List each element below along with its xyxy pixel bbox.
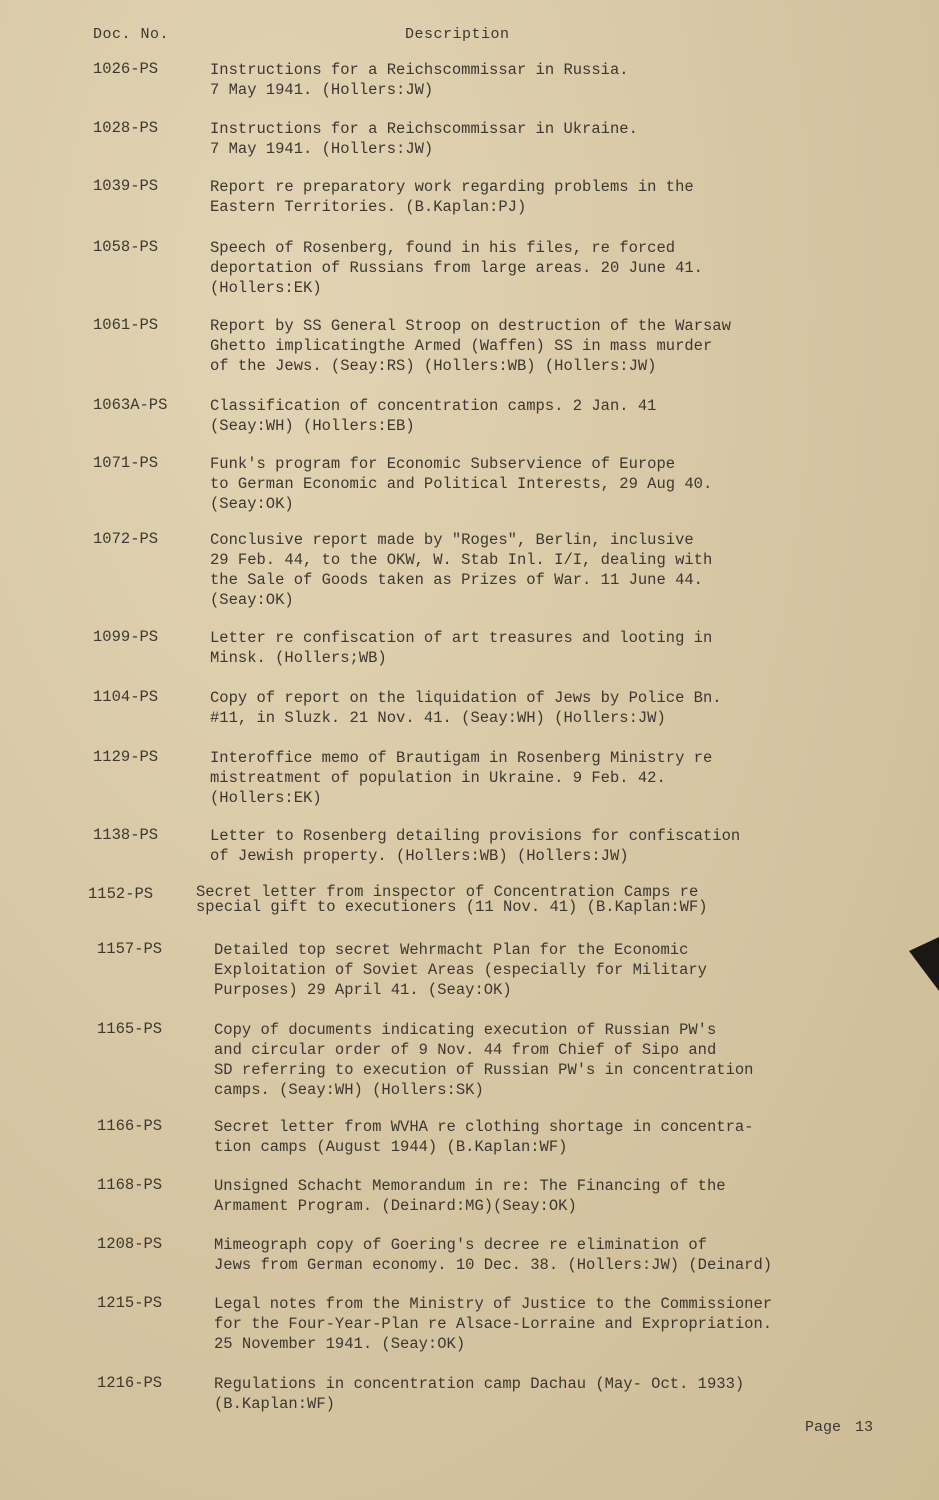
description-line: deportation of Russians from large areas. 20 June 41.	[210, 259, 703, 277]
description-line: SD referring to execution of Russian PW's in concentration	[214, 1061, 754, 1079]
description-line: camps. (Seay:WH) (Hollers:SK)	[214, 1081, 484, 1099]
description-line: Secret letter from WVHA re clothing shortage in concentra-	[214, 1118, 754, 1136]
description-line: Report by SS General Stroop on destruction of the Warsaw	[210, 317, 731, 335]
description-line: Armament Program. (Deinard:MG)(Seay:OK)	[214, 1197, 577, 1215]
doc-description	[210, 688, 722, 728]
description-line: Detailed top secret Wehrmacht Plan for the Economic	[214, 941, 689, 959]
description-line: (Seay:OK)	[210, 591, 294, 609]
doc-number: 1099-PS	[93, 628, 159, 646]
description-line: and circular order of 9 Nov. 44 from Chief of Sipo and	[214, 1041, 717, 1059]
description-line: the Sale of Goods taken as Prizes of War. 11 June 44.	[210, 571, 703, 589]
doc-number: 1072-PS	[93, 530, 159, 548]
doc-description	[210, 826, 740, 866]
description-line: 29 Feb. 44, to the OKW, W. Stab Inl. I/I, dealing with	[210, 551, 713, 569]
description-line: of the Jews. (Seay:RS) (Hollers:WB) (Hollers:JW)	[210, 357, 657, 375]
doc-description	[210, 748, 712, 808]
doc-number: 1152-PS	[88, 885, 154, 903]
doc-number: 1215-PS	[97, 1294, 163, 1312]
doc-description	[214, 1020, 754, 1100]
description-line: mistreatment of population in Ukraine. 9 Feb. 42.	[210, 769, 666, 787]
doc-description	[214, 1374, 744, 1414]
doc-number: 1104-PS	[93, 688, 159, 706]
description-line: Regulations in concentration camp Dachau (May- Oct. 1933)	[214, 1375, 745, 1393]
description-line: Instructions for a Reichscommissar in Ukraine.	[210, 120, 638, 138]
paper-tear	[909, 937, 939, 991]
description-line: Letter re confiscation of art treasures and looting in	[210, 629, 713, 647]
description-line: 7 May 1941. (Hollers:JW)	[210, 81, 434, 99]
description-line: Eastern Territories. (B.Kaplan:PJ)	[210, 198, 527, 216]
description-line: for the Four-Year-Plan re Alsace-Lorraine and Expropriation.	[214, 1315, 773, 1333]
description-line: Ghetto implicatingthe Armed (Waffen) SS in mass murder	[210, 337, 713, 355]
doc-description	[210, 177, 694, 217]
description-line: (B.Kaplan:WF)	[214, 1395, 335, 1413]
description-line: Instructions for a Reichscommissar in Russia.	[210, 61, 629, 79]
description-line: Minsk. (Hollers;WB)	[210, 649, 387, 667]
description-line: Classification of concentration camps. 2 Jan. 41	[210, 397, 657, 415]
description-line: Interoffice memo of Brautigam in Rosenberg Ministry re	[210, 749, 713, 767]
description-line: Conclusive report made by "Roges", Berlin, inclusive	[210, 531, 694, 549]
description-column-header: Description	[405, 26, 510, 43]
description-line: (Seay:OK)	[210, 495, 294, 513]
doc-number: 1061-PS	[93, 316, 159, 334]
description-line: Copy of documents indicating execution of Russian PW's	[214, 1021, 717, 1039]
doc-number: 1165-PS	[97, 1020, 163, 1038]
description-line: Jews from German economy. 10 Dec. 38. (Hollers:JW) (Deinard)	[214, 1256, 773, 1274]
description-line: Speech of Rosenberg, found in his files, re forced	[210, 239, 676, 257]
doc-number: 1039-PS	[93, 177, 159, 195]
doc-description	[210, 238, 703, 298]
doc-number: 1063A-PS	[93, 396, 168, 414]
description-line: (Seay:WH) (Hollers:EB)	[210, 417, 415, 435]
doc-no-column-header: Doc. No.	[93, 26, 170, 43]
description-line: Report re preparatory work regarding problems in the	[210, 178, 694, 196]
doc-description	[210, 119, 638, 159]
doc-description	[214, 1117, 754, 1157]
description-line: (Hollers:EK)	[210, 279, 322, 297]
page-label: Page	[805, 1419, 842, 1436]
doc-description	[210, 628, 712, 668]
doc-description	[214, 1294, 772, 1354]
doc-number: 1208-PS	[97, 1235, 163, 1253]
description-line: Exploitation of Soviet Areas (especially for Military	[214, 961, 707, 979]
doc-description	[210, 60, 629, 100]
doc-number: 1071-PS	[93, 454, 159, 472]
description-line: 25 November 1941. (Seay:OK)	[214, 1335, 466, 1353]
doc-number: 1138-PS	[93, 826, 159, 844]
description-line: Legal notes from the Ministry of Justice to the Commissioner	[214, 1295, 773, 1313]
page-footer	[805, 1419, 887, 1436]
doc-description	[210, 316, 731, 376]
description-line: Secret letter from inspector of Concentration Camps re	[196, 883, 699, 901]
doc-description	[214, 1176, 726, 1216]
description-line: Copy of report on the liquidation of Jews by Police Bn.	[210, 689, 722, 707]
doc-number: 1216-PS	[97, 1374, 163, 1392]
doc-number: 1168-PS	[97, 1176, 163, 1194]
doc-number: 1058-PS	[93, 238, 159, 256]
description-line: Funk's program for Economic Subservience of Europe	[210, 455, 676, 473]
page-number: 13	[855, 1419, 874, 1436]
description-line: to German Economic and Political Interests, 29 Aug 40.	[210, 475, 713, 493]
doc-number: 1157-PS	[97, 940, 163, 958]
doc-number: 1026-PS	[93, 60, 159, 78]
description-line: #11, in Sluzk. 21 Nov. 41. (Seay:WH) (Hollers:JW)	[210, 709, 666, 727]
description-line: Unsigned Schacht Memorandum in re: The Financing of the	[214, 1177, 726, 1195]
doc-description	[214, 1235, 772, 1275]
doc-description	[210, 530, 712, 610]
description-line: (Hollers:EK)	[210, 789, 322, 807]
description-line: Mimeograph copy of Goering's decree re elimination of	[214, 1236, 707, 1254]
doc-description	[214, 940, 707, 1000]
doc-number: 1028-PS	[93, 119, 159, 137]
description-line: Letter to Rosenberg detailing provisions for confiscation	[210, 827, 741, 845]
doc-description	[210, 454, 712, 514]
doc-description	[196, 885, 708, 915]
doc-number: 1166-PS	[97, 1117, 163, 1135]
doc-description	[210, 396, 656, 436]
description-line: of Jewish property. (Hollers:WB) (Hollers:JW)	[210, 847, 629, 865]
description-line: Purposes) 29 April 41. (Seay:OK)	[214, 981, 512, 999]
description-line: 7 May 1941. (Hollers:JW)	[210, 140, 434, 158]
doc-number: 1129-PS	[93, 748, 159, 766]
description-line: tion camps (August 1944) (B.Kaplan:WF)	[214, 1138, 568, 1156]
description-line: special gift to executioners (11 Nov. 41) (B.Kaplan:WF)	[196, 898, 708, 916]
